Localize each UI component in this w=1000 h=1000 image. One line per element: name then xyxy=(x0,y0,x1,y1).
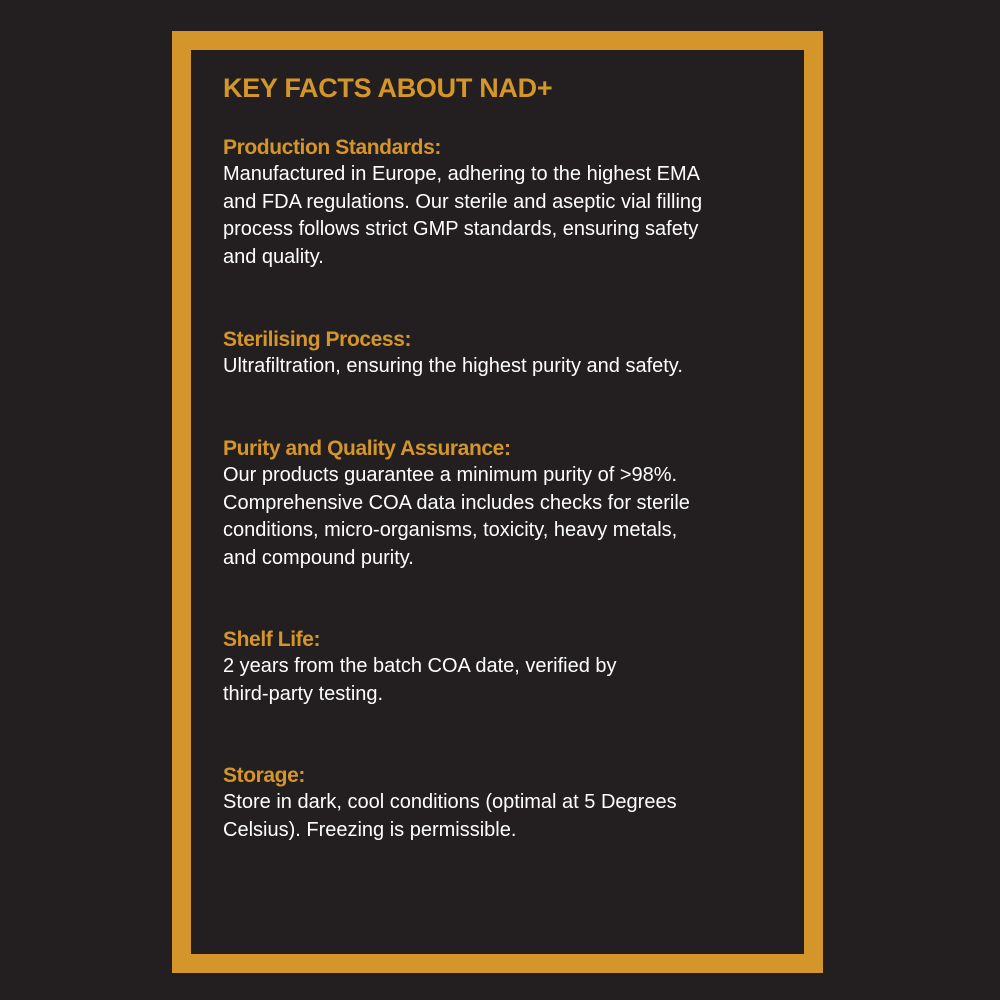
section-line: Store in dark, cool conditions (optimal at 5 Degrees xyxy=(223,791,677,813)
section-heading: Storage: xyxy=(223,764,305,787)
section-line: Celsius). Freezing is permissible. xyxy=(223,818,517,841)
section-line: conditions, micro-organisms, toxicity, heavy metals, xyxy=(223,519,678,541)
section-sterilising-process xyxy=(223,326,783,381)
section-shelf-life xyxy=(223,626,783,708)
section-line: Comprehensive COA data includes checks for sterile xyxy=(223,491,690,514)
page-title: KEY FACTS ABOUT NAD+ xyxy=(223,73,553,103)
section-line: third-party testing. xyxy=(223,682,384,705)
section-heading: Production Standards: xyxy=(223,136,441,159)
section-line: process follows strict GMP standards, ensuring safety xyxy=(223,218,699,240)
section-line: Ultrafiltration, ensuring the highest purity and safety. xyxy=(223,355,683,377)
section-purity-quality xyxy=(223,435,783,572)
section-heading: Shelf Life: xyxy=(223,628,321,651)
section-line: 2 years from the batch COA date, verified by xyxy=(223,655,617,677)
section-line: and FDA regulations. Our sterile and aseptic vial filling xyxy=(223,190,703,213)
section-heading: Purity and Quality Assurance: xyxy=(223,437,511,460)
section-line: and compound purity. xyxy=(223,546,414,569)
section-storage xyxy=(223,762,783,844)
section-line: Manufactured in Europe, adhering to the highest EMA xyxy=(223,163,700,185)
section-production-standards xyxy=(223,134,783,271)
section-line: Our products guarantee a minimum purity of >98%. xyxy=(223,464,678,486)
section-heading: Sterilising Process: xyxy=(223,328,412,351)
section-line: and quality. xyxy=(223,245,324,268)
key-facts-panel xyxy=(223,72,783,841)
